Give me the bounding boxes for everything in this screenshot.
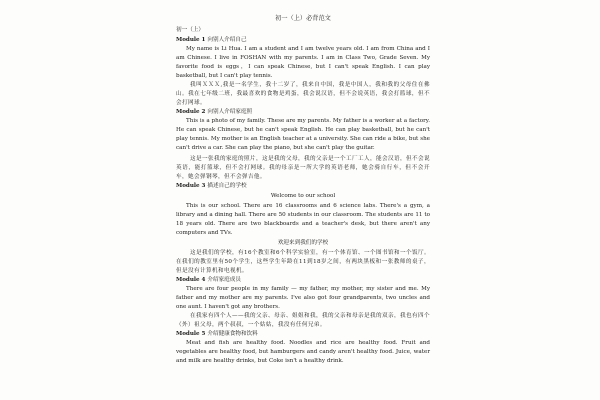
module-topic: 介绍健康食物和饮料 [207, 331, 258, 337]
document-title: 初一（上）必背范文 [275, 15, 331, 22]
module-label: Module 5 [176, 331, 206, 337]
module-label: Module 4 [176, 277, 206, 283]
module-label: Module 1 [176, 37, 206, 43]
module-heading [176, 36, 430, 45]
english-paragraph: This is a photo of my family. These are my parents. My father is a worker at a factory. He can speak Chinese, but he can't speak English. He can play basketball, but he can't play tennis. My mother is an English teacher at a university. She can ride a bike, but she can't drive a car. She can play the piano, but she can't play the guitar. [176, 118, 430, 151]
module-heading [176, 108, 430, 117]
chinese-subheading: 欢迎来到我们的学校 [277, 240, 329, 246]
english-paragraph: Meat and fish are healthy food. Noodles and rice are healthy food. Fruit and vegetables are healthy food, but hamburgers and candy aren't healthy food. Juice, water and milk are healthy drinks, but Coke isn't a healthy drink． [176, 340, 430, 364]
module-heading [176, 276, 430, 285]
english-subheading: Welcome to our school [270, 193, 336, 199]
module-heading [176, 330, 430, 339]
module-label: Module 2 [176, 109, 206, 115]
chinese-paragraph: 这是一张我的家庭的照片，这是我的父母，我的父亲是一个工厂工人，能会汉语，但不会说英语，能打篮球，但不会打网球。我的母亲是一所大学的英语老师，她会骑自行车，但不会开车，她会弹钢琴，但不会弹吉他。 [176, 156, 430, 180]
grade-label: 初一（上） [176, 27, 204, 33]
chinese-paragraph: 这是我们的学校，有16个教室和6个科学实验室，有一个体育馆、一个图书馆和一个饭厅。在我们的教室里有50个学生，这些学生年龄在11到18岁之间，有两块黑板和一张教师的桌子，但是没有计算机和电视机。 [176, 250, 430, 274]
module-label: Module 3 [176, 183, 206, 189]
english-paragraph: This is our school. There are 16 classrooms and 6 science labs. There's a gym, a library and a dining hall. There are 50 students in our classroom. The students are 11 to 18 years old. There are two blackboards and a teacher's desk, but there aren't any computers and TVs． [176, 203, 430, 236]
module-topic: 描述自己的学校 [207, 183, 247, 189]
english-paragraph: My name is Li Hua. I am a student and I am twelve years old. I am from China and I am Chinese. I live in FOSHAN with my parents. I am in Class Two, Grade Seven. My favorite food is eggs，I can speak Chinese, but I can't speak English. I can play basketball, but I can't play tennis. [176, 46, 430, 79]
english-paragraph: There are four people in my family — my father, my mother, my sister and me. My father and my mother are my parents. I've also got four grandparents, two uncles and one aunt. I haven't got any brothers. [176, 286, 430, 310]
chinese-paragraph: 我叫ＸＸＸ,我是一名学生，我十二岁了，我来自中国，我是中国人，我和我的父母住在佛山。我在七年级二班，我最喜欢的食物是鸡蛋，我会说汉语，但不会说英语，我会打篮球，但不会打网球。 [176, 82, 430, 106]
module-heading [176, 182, 430, 191]
module-topic: 向别人介绍自己 [207, 37, 247, 43]
chinese-paragraph: 在我家有四个人——我的父亲、母亲、姐姐和我，我的父亲和母亲是我的双亲，我也有四个（外）祖父母，两个叔叔，一个姑姑，我没有任何兄弟。 [176, 313, 430, 328]
module-topic: 介绍家庭成员 [207, 277, 241, 283]
module-topic: 向别人介绍家庭照 [207, 109, 253, 115]
